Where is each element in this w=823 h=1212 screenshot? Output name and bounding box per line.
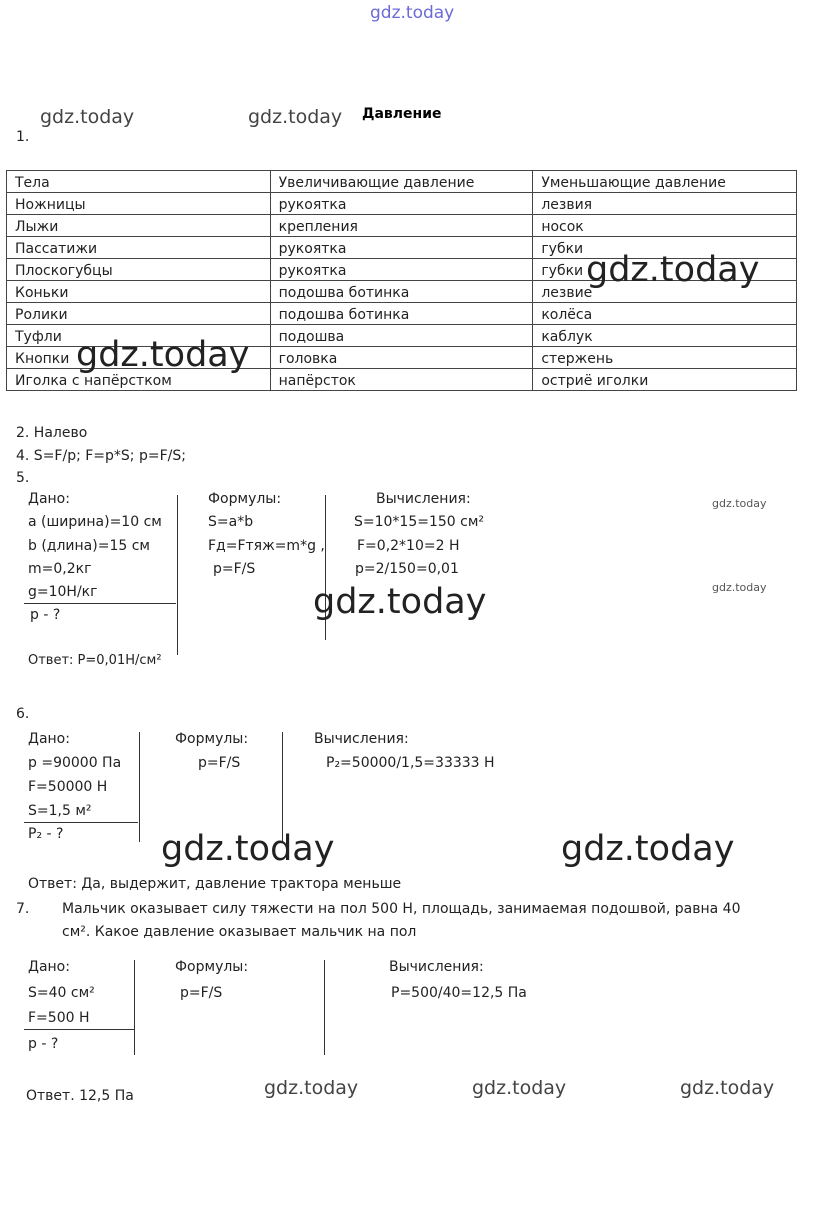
watermark-task6-right: gdz.today (561, 829, 735, 869)
table-cell: Коньки (7, 281, 271, 303)
table-cell: Кнопки (7, 347, 271, 369)
watermark-top: gdz.today (370, 3, 455, 23)
task6-column-divider (139, 732, 140, 842)
table-cell: Ролики (7, 303, 271, 325)
task6-column-divider (282, 732, 283, 842)
task5-number: 5. (16, 470, 30, 486)
task5-given-label: Дано: (28, 491, 70, 507)
table-header-cell: Тела (7, 171, 271, 193)
table-cell: губки (533, 237, 797, 259)
table-cell: рукоятка (270, 193, 533, 215)
table-cell: рукоятка (270, 237, 533, 259)
task2-answer: 2. Налево (16, 425, 88, 441)
watermark-task5-right-2: gdz.today (712, 581, 767, 594)
task5-given-item: g=10Н/кг (28, 584, 98, 600)
table-header-cell: Уменьшающие давление (533, 171, 797, 193)
table-header-cell: Увеличивающие давление (270, 171, 533, 193)
watermark-bottom-3: gdz.today (680, 1077, 775, 1099)
task5-given-item: m=0,2кг (28, 561, 92, 577)
table-row (7, 193, 797, 215)
page-title: Давление (362, 106, 442, 122)
table-cell: стержень (533, 347, 797, 369)
table-row (7, 215, 797, 237)
task5-formula: Fд=Fтяж=m*g , (208, 538, 325, 554)
table-cell: подошва ботинка (270, 303, 533, 325)
table-cell: каблук (533, 325, 797, 347)
watermark-task5-center: gdz.today (313, 582, 487, 622)
task7-text-line2: см². Какое давление оказывает мальчик на пол (62, 924, 417, 940)
task7-column-divider (324, 960, 325, 1055)
task6-formulas-label: Формулы: (175, 731, 249, 747)
task7-column-divider (134, 960, 135, 1055)
task7-calc-step: P=500/40=12,5 Па (391, 985, 527, 1001)
task6-find: P₂ - ? (28, 826, 64, 842)
task6-calc-step: P₂=50000/1,5=33333 Н (326, 755, 495, 771)
task5-find: p - ? (30, 607, 61, 623)
task7-calc-label: Вычисления: (389, 959, 484, 975)
table-cell: губки (533, 259, 797, 281)
table-cell: Ножницы (7, 193, 271, 215)
table-cell: Плоскогубцы (7, 259, 271, 281)
watermark-table-right: gdz.today (586, 250, 760, 290)
task5-given-item: b (длина)=15 см (28, 538, 150, 554)
task6-calc-label: Вычисления: (314, 731, 409, 747)
table-row (7, 303, 797, 325)
table-cell: носок (533, 215, 797, 237)
watermark-task6-left: gdz.today (161, 829, 335, 869)
table-cell: лезвие (533, 281, 797, 303)
task7-given-divider (24, 1029, 134, 1030)
table-cell: подошва (270, 325, 533, 347)
task6-given-item: S=1,5 м² (28, 803, 92, 819)
task7-given-label: Дано: (28, 959, 70, 975)
task5-column-divider (177, 495, 178, 655)
task7-formula: p=F/S (180, 985, 223, 1001)
table-cell: рукоятка (270, 259, 533, 281)
task7-text-line1: Мальчик оказывает силу тяжести на пол 500 Н, площадь, занимаемая подошвой, равна 40 (62, 901, 741, 917)
table-cell: колёса (533, 303, 797, 325)
task7-find: p - ? (28, 1036, 59, 1052)
task7-given-item: S=40 см² (28, 985, 95, 1001)
task5-given-item: a (ширина)=10 см (28, 514, 162, 530)
watermark-table-left: gdz.today (76, 335, 250, 375)
task6-given-item: F=50000 Н (28, 779, 108, 795)
table-cell: Иголка с напёрстком (7, 369, 271, 391)
task6-given-label: Дано: (28, 731, 70, 747)
task7-formulas-label: Формулы: (175, 959, 249, 975)
table-cell: Лыжи (7, 215, 271, 237)
table-cell: Туфли (7, 325, 271, 347)
table-header-row (7, 171, 797, 193)
task5-answer: Ответ: P=0,01Н/см² (28, 653, 162, 668)
task5-formulas-label: Формулы: (208, 491, 282, 507)
table-cell: Пассатижи (7, 237, 271, 259)
table-cell: напёрсток (270, 369, 533, 391)
table-cell: остриё иголки (533, 369, 797, 391)
task6-given-item: p =90000 Па (28, 755, 122, 771)
task5-calc-step: p=2/150=0,01 (355, 561, 459, 577)
watermark-bottom-2: gdz.today (472, 1077, 567, 1099)
task5-formula: p=F/S (213, 561, 256, 577)
task5-given-divider (24, 603, 176, 604)
task5-calc-step: F=0,2*10=2 Н (357, 538, 460, 554)
task6-number: 6. (16, 706, 30, 722)
task5-calc-step: S=10*15=150 см² (354, 514, 485, 530)
table-cell: подошва ботинка (270, 281, 533, 303)
watermark-task5-right-1: gdz.today (712, 497, 767, 510)
task1-number: 1. (16, 129, 30, 145)
task4-answer: 4. S=F/p; F=p*S; p=F/S; (16, 448, 186, 464)
task5-formula: S=a*b (208, 514, 254, 530)
table-cell: крепления (270, 215, 533, 237)
task6-formula: p=F/S (198, 755, 241, 771)
task6-answer: Ответ: Да, выдержит, давление трактора меньше (28, 876, 402, 892)
task7-answer: Ответ. 12,5 Па (26, 1088, 134, 1104)
task7-given-item: F=500 Н (28, 1010, 90, 1026)
task5-calc-label: Вычисления: (376, 491, 471, 507)
table-cell: головка (270, 347, 533, 369)
watermark-header-2: gdz.today (248, 106, 343, 128)
task7-number: 7. (16, 901, 30, 917)
watermark-bottom-1: gdz.today (264, 1077, 359, 1099)
task6-given-divider (24, 822, 138, 823)
table-cell: лезвия (533, 193, 797, 215)
watermark-header-1: gdz.today (40, 106, 135, 128)
